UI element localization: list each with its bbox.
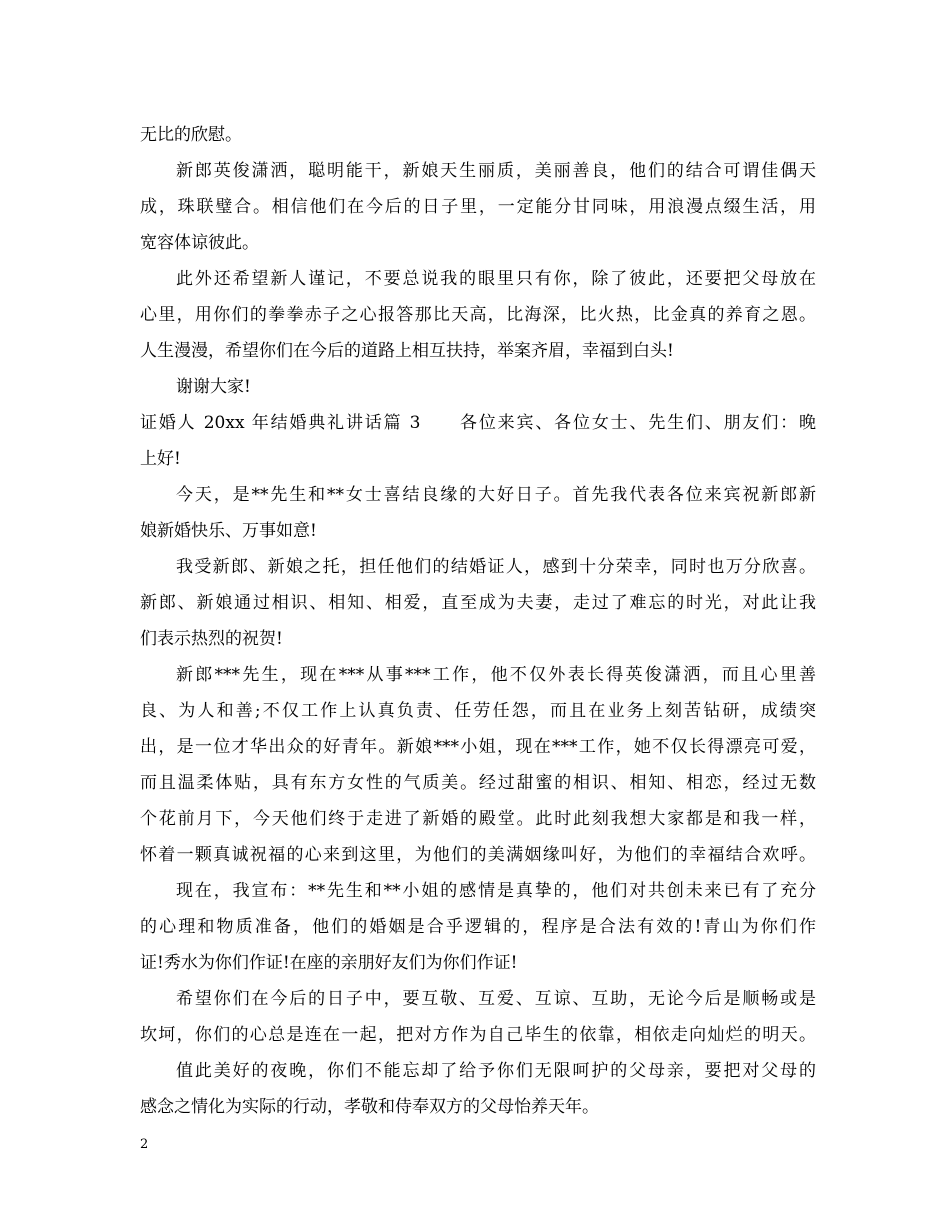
text-line: 感念之情化为实际的行动，孝敬和侍奉双方的父母怡养天年。: [140, 1097, 599, 1117]
text-line: 今天，是**先生和**女士喜结良缘的大好日子。首先我代表各位来宾祝新郎新: [176, 485, 816, 505]
text-line: 无比的欣慰。: [140, 125, 242, 145]
text-line: 此外还希望新人谨记，不要总说我的眼里只有你，除了彼此，还要把父母放在: [176, 269, 816, 289]
text-line: 上好!: [140, 449, 181, 469]
text-line: 良、为人和善;不仅工作上认真负责、任劳任怨，而且在业务上刻苦钻研，成绩突: [140, 701, 816, 721]
text-line: 而且温柔体贴，具有东方女性的气质美。经过甜蜜的相识、相知、相恋，经过无数: [140, 773, 816, 793]
page-number: 2: [140, 1137, 149, 1152]
text-line: 证!秀水为你们作证!在座的亲朋好友们为你们作证!: [140, 953, 518, 973]
text-line: 现在，我宣布：**先生和**小姐的感情是真挚的，他们对共创未来已有了充分: [176, 881, 816, 901]
text-line: 怀着一颗真诚祝福的心来到这里，为他们的美满姻缘叫好，为他们的幸福结合欢呼。: [140, 845, 816, 865]
text-line: 娘新婚快乐、万事如意!: [140, 521, 317, 541]
text-line: 证婚人 20xx 年结婚典礼讲话篇 3 各位来宾、各位女士、先生们、朋友们：晚: [140, 413, 816, 433]
text-line: 人生漫漫，希望你们在今后的道路上相互扶持，举案齐眉，幸福到白头!: [140, 341, 674, 361]
text-line: 新郎、新娘通过相识、相知、相爱，直至成为夫妻，走过了难忘的时光，对此让我: [140, 593, 816, 613]
text-line: 我受新郎、新娘之托，担任他们的结婚证人，感到十分荣幸，同时也万分欣喜。: [176, 557, 816, 577]
text-line: 宽容体谅彼此。: [140, 233, 259, 253]
text-line: 出，是一位才华出众的好青年。新娘***小姐，现在***工作，她不仅长得漂亮可爱，: [140, 737, 816, 757]
text-line: 个花前月下，今天他们终于走进了新婚的殿堂。此时此刻我想大家都是和我一样，: [140, 809, 816, 829]
text-line: 新郎***先生，现在***从事***工作，他不仅外表长得英俊潇洒，而且心里善: [176, 665, 816, 685]
text-line: 的心理和物质准备，他们的婚姻是合乎逻辑的，程序是合法有效的!青山为你们作: [140, 917, 816, 937]
text-line: 们表示热烈的祝贺!: [140, 629, 283, 649]
text-line: 心里，用你们的拳拳赤子之心报答那比天高，比海深，比火热，比金真的养育之恩。: [140, 305, 816, 325]
document-body: [140, 117, 816, 1125]
text-line: 成，珠联璧合。相信他们在今后的日子里，一定能分甘同味，用浪漫点缀生活，用: [140, 197, 816, 217]
text-line: 新郎英俊潇洒，聪明能干，新娘天生丽质，美丽善良，他们的结合可谓佳偶天: [176, 161, 816, 181]
text-line: 希望你们在今后的日子中，要互敬、互爱、互谅、互助，无论今后是顺畅或是: [176, 989, 816, 1009]
text-line: 值此美好的夜晚，你们不能忘却了给予你们无限呵护的父母亲，要把对父母的: [176, 1061, 816, 1081]
text-line: 谢谢大家!: [176, 377, 251, 397]
text-line: 坎坷，你们的心总是连在一起，把对方作为自己毕生的依靠，相依走向灿烂的明天。: [140, 1025, 816, 1045]
